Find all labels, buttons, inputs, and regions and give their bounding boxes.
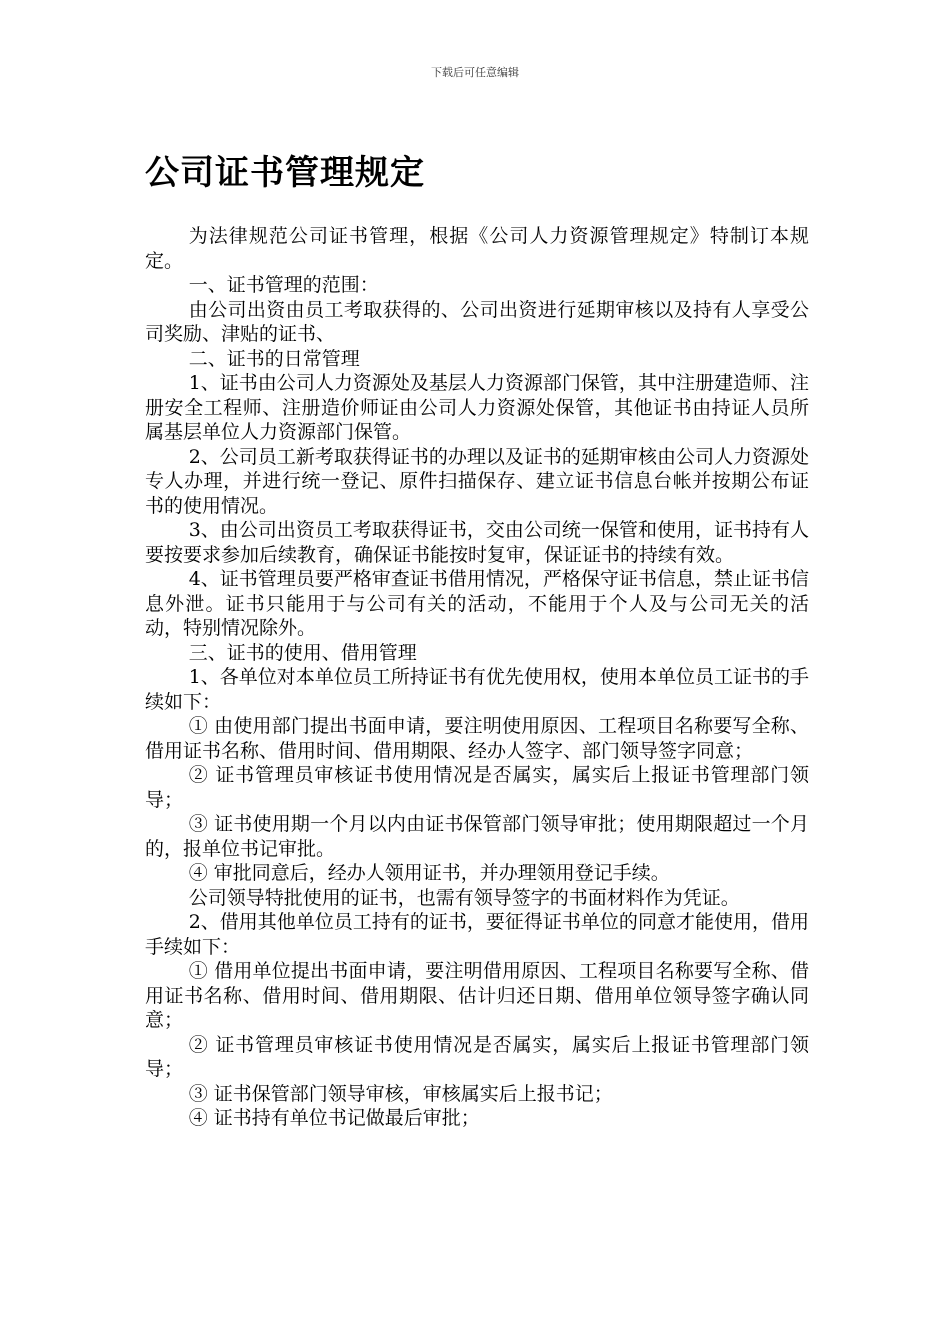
- list-item-usage-2a: ① 借用单位提出书面申请，要注明借用原因、工程项目名称要写全称、借用证书名称、借用时间、借用期限、估计归还日期、借用单位领导签字确认同意；: [145, 960, 809, 1031]
- paragraph-usage-2: 2、借用其他单位员工持有的证书，要征得证书单位的同意才能使用，借用手续如下：: [145, 911, 809, 958]
- list-item-usage-1c: ③ 证书使用期一个月以内由证书保管部门领导审批；使用期限超过一个月的，报单位书记审批。: [145, 813, 809, 860]
- section-heading-usage: 三、证书的使用、借用管理: [188, 641, 417, 664]
- list-item-usage-2c: ③ 证书保管部门领导审核，审核属实后上报书记；: [188, 1082, 613, 1105]
- list-item-usage-1d: ④ 审批同意后，经办人领用证书，并办理领用登记手续。: [188, 862, 670, 884]
- paragraph-daily-4: 4、证书管理员要严格审查证书借用情况，严格保守证书信息，禁止证书信息外泄。证书只能用于与公司有关的活动，不能用于个人及与公司无关的活动，特别情况除外。: [145, 568, 809, 639]
- document-body: [145, 224, 809, 1131]
- paragraph-daily-2: 2、公司员工新考取获得证书的办理以及证书的延期审核由公司人力资源处专人办理，并进行统一登记、原件扫描保存、建立证书信息台帐并按期公布证书的使用情况。: [145, 445, 809, 517]
- paragraph-daily-3: 3、由公司出资员工考取获得证书，交由公司统一保管和使用，证书持有人要按要求参加后续教育，确保证书能按时复审，保证证书的持续有效。: [145, 519, 809, 566]
- page-header-note: 下载后可任意编辑: [431, 66, 519, 79]
- list-item-usage-1b: ② 证书管理员审核证书使用情况是否属实，属实后上报证书管理部门领导；: [145, 764, 809, 811]
- list-item-usage-2d: ④ 证书持有单位书记做最后审批；: [188, 1107, 480, 1129]
- paragraph-usage-1: 1、各单位对本单位员工所持证书有优先使用权，使用本单位员工证书的手续如下：: [145, 666, 809, 713]
- paragraph-intro: 为法律规范公司证书管理，根据《公司人力资源管理规定》特制订本规定。: [145, 225, 809, 272]
- paragraph-daily-1: 1、证书由公司人力资源处及基层人力资源部门保管，其中注册建造师、注册安全工程师、注册造价师证由公司人力资源处保管，其他证书由持证人员所属基层单位人力资源部门保管。: [145, 372, 809, 443]
- section-heading-scope: 一、证书管理的范围：: [188, 274, 379, 296]
- paragraph-leader-approval: 公司领导特批使用的证书，也需有领导签字的书面材料作为凭证。: [188, 886, 740, 909]
- list-item-usage-1a: ① 由使用部门提出书面申请，要注明使用原因、工程项目名称要写全称、借用证书名称、借用时间、借用期限、经办人签字、部门领导签字同意；: [145, 715, 809, 762]
- list-item-usage-2b: ② 证书管理员审核证书使用情况是否属实，属实后上报证书管理部门领导；: [145, 1033, 809, 1080]
- document-title: 公司证书管理规定: [145, 153, 425, 193]
- section-heading-daily-management: 二、证书的日常管理: [188, 347, 360, 370]
- paragraph-scope: 由公司出资由员工考取获得的、公司出资进行延期审核以及持有人享受公司奖励、津贴的证书、: [145, 298, 809, 345]
